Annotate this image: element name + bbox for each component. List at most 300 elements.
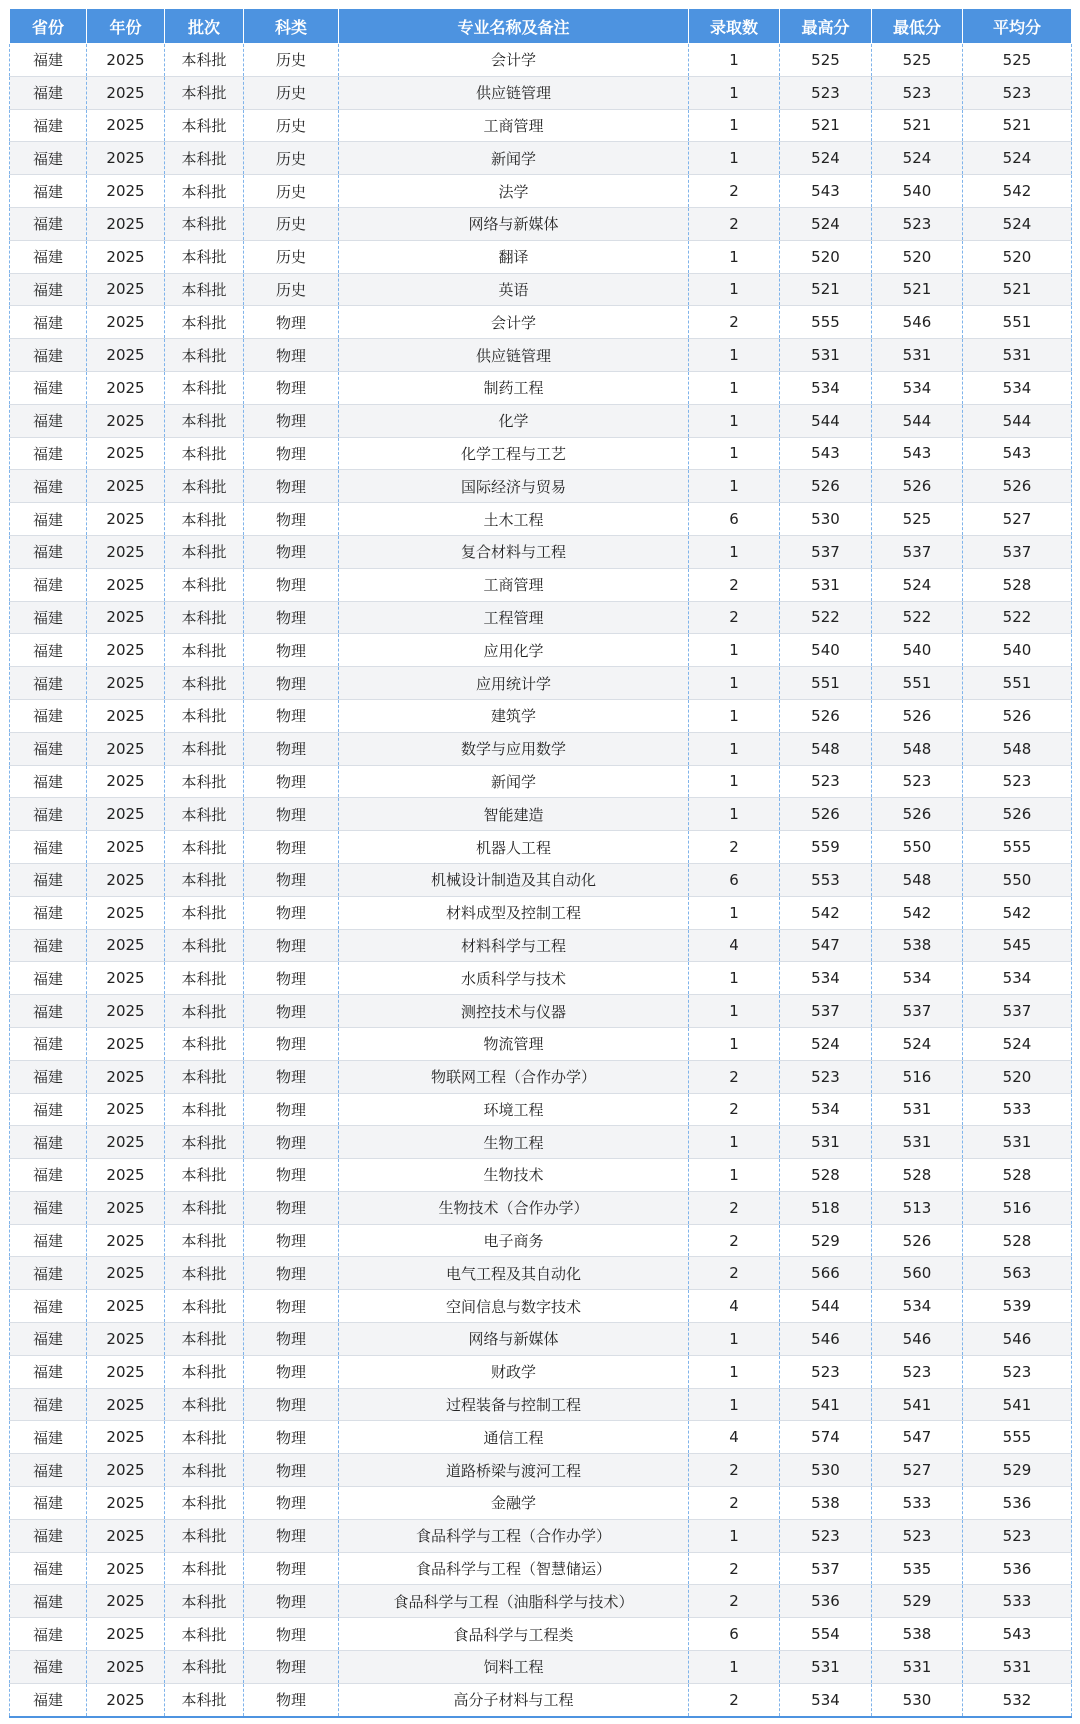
cell-avg-score: 526 — [963, 470, 1072, 503]
cell-province: 福建 — [10, 1454, 87, 1487]
table-row — [10, 535, 1072, 568]
cell-subject: 物理 — [244, 601, 339, 634]
cell-subject: 物理 — [244, 798, 339, 831]
cell-admitted: 1 — [689, 732, 780, 765]
cell-subject: 历史 — [244, 109, 339, 142]
cell-min-score: 546 — [872, 306, 963, 339]
cell-year: 2025 — [87, 699, 165, 732]
cell-year: 2025 — [87, 371, 165, 404]
cell-year: 2025 — [87, 1519, 165, 1552]
cell-major: 供应链管理 — [339, 76, 689, 109]
cell-major: 法学 — [339, 175, 689, 208]
cell-year: 2025 — [87, 634, 165, 667]
cell-year: 2025 — [87, 1027, 165, 1060]
cell-subject: 物理 — [244, 667, 339, 700]
cell-subject: 物理 — [244, 535, 339, 568]
cell-province: 福建 — [10, 1651, 87, 1684]
cell-year: 2025 — [87, 1651, 165, 1684]
cell-province: 福建 — [10, 1487, 87, 1520]
cell-avg-score: 563 — [963, 1257, 1072, 1290]
cell-avg-score: 551 — [963, 667, 1072, 700]
cell-batch: 本科批 — [165, 863, 244, 896]
cell-max-score: 536 — [780, 1585, 872, 1618]
cell-major: 食品科学与工程（油脂科学与技术） — [339, 1585, 689, 1618]
cell-admitted: 1 — [689, 798, 780, 831]
header-subject: 科类 — [244, 9, 339, 44]
cell-admitted: 1 — [689, 1355, 780, 1388]
cell-admitted: 2 — [689, 1191, 780, 1224]
cell-max-score: 574 — [780, 1421, 872, 1454]
cell-batch: 本科批 — [165, 1421, 244, 1454]
cell-year: 2025 — [87, 1191, 165, 1224]
cell-major: 电气工程及其自动化 — [339, 1257, 689, 1290]
cell-avg-score: 520 — [963, 240, 1072, 273]
cell-province: 福建 — [10, 667, 87, 700]
cell-year: 2025 — [87, 404, 165, 437]
cell-avg-score: 543 — [963, 1618, 1072, 1651]
cell-major: 生物工程 — [339, 1126, 689, 1159]
table-row — [10, 634, 1072, 667]
cell-admitted: 2 — [689, 1060, 780, 1093]
cell-subject: 物理 — [244, 1454, 339, 1487]
cell-max-score: 555 — [780, 306, 872, 339]
cell-avg-score: 521 — [963, 109, 1072, 142]
cell-admitted: 1 — [689, 1651, 780, 1684]
cell-year: 2025 — [87, 1323, 165, 1356]
cell-admitted: 4 — [689, 1421, 780, 1454]
cell-province: 福建 — [10, 1519, 87, 1552]
cell-major: 饲料工程 — [339, 1651, 689, 1684]
cell-year: 2025 — [87, 1060, 165, 1093]
cell-province: 福建 — [10, 503, 87, 536]
cell-min-score: 527 — [872, 1454, 963, 1487]
cell-admitted: 4 — [689, 929, 780, 962]
cell-subject: 物理 — [244, 863, 339, 896]
cell-province: 福建 — [10, 896, 87, 929]
cell-batch: 本科批 — [165, 699, 244, 732]
cell-admitted: 1 — [689, 44, 780, 77]
cell-year: 2025 — [87, 1487, 165, 1520]
cell-avg-score: 537 — [963, 995, 1072, 1028]
cell-admitted: 1 — [689, 995, 780, 1028]
cell-major: 制药工程 — [339, 371, 689, 404]
cell-batch: 本科批 — [165, 634, 244, 667]
cell-admitted: 1 — [689, 109, 780, 142]
cell-max-score: 520 — [780, 240, 872, 273]
cell-avg-score: 522 — [963, 601, 1072, 634]
cell-batch: 本科批 — [165, 601, 244, 634]
cell-admitted: 1 — [689, 437, 780, 470]
table-row — [10, 831, 1072, 864]
cell-batch: 本科批 — [165, 667, 244, 700]
cell-major: 化学工程与工艺 — [339, 437, 689, 470]
cell-max-score: 534 — [780, 1093, 872, 1126]
table-row — [10, 896, 1072, 929]
cell-admitted: 2 — [689, 175, 780, 208]
cell-batch: 本科批 — [165, 568, 244, 601]
cell-min-score: 531 — [872, 1651, 963, 1684]
table-row — [10, 863, 1072, 896]
cell-subject: 物理 — [244, 1683, 339, 1716]
cell-province: 福建 — [10, 175, 87, 208]
cell-subject: 历史 — [244, 142, 339, 175]
cell-avg-score: 542 — [963, 896, 1072, 929]
cell-max-score: 566 — [780, 1257, 872, 1290]
cell-min-score: 535 — [872, 1552, 963, 1585]
cell-avg-score: 555 — [963, 831, 1072, 864]
cell-major: 会计学 — [339, 44, 689, 77]
cell-max-score: 530 — [780, 1454, 872, 1487]
cell-min-score: 550 — [872, 831, 963, 864]
cell-subject: 物理 — [244, 1290, 339, 1323]
cell-admitted: 1 — [689, 339, 780, 372]
table-row — [10, 175, 1072, 208]
cell-max-score: 537 — [780, 995, 872, 1028]
cell-avg-score: 525 — [963, 44, 1072, 77]
cell-avg-score: 542 — [963, 175, 1072, 208]
cell-batch: 本科批 — [165, 503, 244, 536]
cell-major: 生物技术 — [339, 1159, 689, 1192]
cell-year: 2025 — [87, 1388, 165, 1421]
cell-subject: 物理 — [244, 1323, 339, 1356]
cell-min-score: 533 — [872, 1487, 963, 1520]
cell-max-score: 538 — [780, 1487, 872, 1520]
cell-admitted: 1 — [689, 404, 780, 437]
cell-province: 福建 — [10, 1224, 87, 1257]
cell-min-score: 547 — [872, 1421, 963, 1454]
cell-min-score: 548 — [872, 732, 963, 765]
cell-major: 会计学 — [339, 306, 689, 339]
cell-major: 复合材料与工程 — [339, 535, 689, 568]
cell-major: 材料成型及控制工程 — [339, 896, 689, 929]
cell-year: 2025 — [87, 831, 165, 864]
cell-subject: 历史 — [244, 76, 339, 109]
cell-admitted: 1 — [689, 1159, 780, 1192]
cell-province: 福建 — [10, 44, 87, 77]
cell-max-score: 541 — [780, 1388, 872, 1421]
cell-admitted: 1 — [689, 1519, 780, 1552]
cell-subject: 物理 — [244, 1159, 339, 1192]
cell-max-score: 523 — [780, 765, 872, 798]
cell-year: 2025 — [87, 798, 165, 831]
cell-province: 福建 — [10, 765, 87, 798]
cell-max-score: 548 — [780, 732, 872, 765]
cell-min-score: 525 — [872, 503, 963, 536]
cell-year: 2025 — [87, 1454, 165, 1487]
cell-subject: 物理 — [244, 1093, 339, 1126]
table-row — [10, 273, 1072, 306]
table-row — [10, 1027, 1072, 1060]
table-row — [10, 1552, 1072, 1585]
cell-max-score: 547 — [780, 929, 872, 962]
cell-major: 英语 — [339, 273, 689, 306]
table-row — [10, 1388, 1072, 1421]
cell-year: 2025 — [87, 1683, 165, 1716]
cell-year: 2025 — [87, 306, 165, 339]
cell-avg-score: 533 — [963, 1093, 1072, 1126]
table-row — [10, 1519, 1072, 1552]
cell-min-score: 523 — [872, 207, 963, 240]
cell-avg-score: 539 — [963, 1290, 1072, 1323]
cell-max-score: 534 — [780, 371, 872, 404]
cell-subject: 物理 — [244, 962, 339, 995]
cell-province: 福建 — [10, 699, 87, 732]
table-row — [10, 1224, 1072, 1257]
cell-major: 通信工程 — [339, 1421, 689, 1454]
cell-batch: 本科批 — [165, 765, 244, 798]
cell-max-score: 543 — [780, 437, 872, 470]
cell-admitted: 2 — [689, 1585, 780, 1618]
cell-avg-score: 524 — [963, 1027, 1072, 1060]
cell-batch: 本科批 — [165, 1487, 244, 1520]
cell-year: 2025 — [87, 863, 165, 896]
cell-year: 2025 — [87, 1257, 165, 1290]
cell-admitted: 2 — [689, 1683, 780, 1716]
cell-avg-score: 531 — [963, 1126, 1072, 1159]
table-row — [10, 437, 1072, 470]
cell-major: 水质科学与技术 — [339, 962, 689, 995]
cell-province: 福建 — [10, 1257, 87, 1290]
table-row — [10, 667, 1072, 700]
cell-batch: 本科批 — [165, 1323, 244, 1356]
cell-batch: 本科批 — [165, 470, 244, 503]
cell-subject: 物理 — [244, 1027, 339, 1060]
cell-year: 2025 — [87, 142, 165, 175]
cell-avg-score: 548 — [963, 732, 1072, 765]
cell-major: 食品科学与工程类 — [339, 1618, 689, 1651]
cell-province: 福建 — [10, 1683, 87, 1716]
cell-avg-score: 534 — [963, 371, 1072, 404]
table-row — [10, 76, 1072, 109]
cell-year: 2025 — [87, 568, 165, 601]
cell-province: 福建 — [10, 1421, 87, 1454]
cell-admitted: 1 — [689, 371, 780, 404]
table-row — [10, 404, 1072, 437]
table-row — [10, 1159, 1072, 1192]
cell-avg-score: 534 — [963, 962, 1072, 995]
cell-min-score: 537 — [872, 535, 963, 568]
table-row — [10, 1126, 1072, 1159]
cell-major: 应用统计学 — [339, 667, 689, 700]
cell-admitted: 1 — [689, 1388, 780, 1421]
cell-subject: 物理 — [244, 339, 339, 372]
cell-admitted: 2 — [689, 1454, 780, 1487]
cell-batch: 本科批 — [165, 1683, 244, 1716]
cell-min-score: 540 — [872, 634, 963, 667]
table-row — [10, 1585, 1072, 1618]
cell-batch: 本科批 — [165, 1159, 244, 1192]
cell-admitted: 1 — [689, 142, 780, 175]
cell-max-score: 534 — [780, 962, 872, 995]
cell-year: 2025 — [87, 765, 165, 798]
cell-min-score: 534 — [872, 1290, 963, 1323]
cell-batch: 本科批 — [165, 76, 244, 109]
cell-avg-score: 526 — [963, 798, 1072, 831]
cell-major: 供应链管理 — [339, 339, 689, 372]
cell-batch: 本科批 — [165, 1093, 244, 1126]
table-row — [10, 1093, 1072, 1126]
cell-major: 财政学 — [339, 1355, 689, 1388]
cell-admitted: 2 — [689, 1552, 780, 1585]
cell-major: 工商管理 — [339, 568, 689, 601]
cell-subject: 物理 — [244, 1552, 339, 1585]
cell-province: 福建 — [10, 1126, 87, 1159]
cell-admitted: 2 — [689, 1093, 780, 1126]
cell-admitted: 2 — [689, 568, 780, 601]
cell-min-score: 520 — [872, 240, 963, 273]
cell-year: 2025 — [87, 437, 165, 470]
cell-major: 应用化学 — [339, 634, 689, 667]
cell-batch: 本科批 — [165, 1454, 244, 1487]
cell-subject: 物理 — [244, 1487, 339, 1520]
cell-avg-score: 528 — [963, 1224, 1072, 1257]
cell-major: 数学与应用数学 — [339, 732, 689, 765]
cell-year: 2025 — [87, 1159, 165, 1192]
cell-min-score: 543 — [872, 437, 963, 470]
table-row — [10, 1487, 1072, 1520]
cell-province: 福建 — [10, 601, 87, 634]
cell-subject: 物理 — [244, 1191, 339, 1224]
cell-major: 工商管理 — [339, 109, 689, 142]
table-row — [10, 1290, 1072, 1323]
cell-major: 新闻学 — [339, 765, 689, 798]
cell-avg-score: 531 — [963, 1651, 1072, 1684]
table-row — [10, 142, 1072, 175]
cell-max-score: 528 — [780, 1159, 872, 1192]
cell-admitted: 6 — [689, 1618, 780, 1651]
cell-major: 材料科学与工程 — [339, 929, 689, 962]
cell-major: 翻译 — [339, 240, 689, 273]
cell-province: 福建 — [10, 1159, 87, 1192]
cell-max-score: 529 — [780, 1224, 872, 1257]
cell-avg-score: 546 — [963, 1323, 1072, 1356]
cell-province: 福建 — [10, 1290, 87, 1323]
cell-year: 2025 — [87, 962, 165, 995]
cell-min-score: 534 — [872, 962, 963, 995]
cell-min-score: 546 — [872, 1323, 963, 1356]
cell-major: 环境工程 — [339, 1093, 689, 1126]
cell-max-score: 521 — [780, 273, 872, 306]
cell-batch: 本科批 — [165, 1060, 244, 1093]
cell-admitted: 2 — [689, 306, 780, 339]
table-row — [10, 995, 1072, 1028]
table-row — [10, 699, 1072, 732]
cell-year: 2025 — [87, 1421, 165, 1454]
cell-max-score: 540 — [780, 634, 872, 667]
cell-min-score: 523 — [872, 765, 963, 798]
cell-min-score: 537 — [872, 995, 963, 1028]
cell-major: 土木工程 — [339, 503, 689, 536]
cell-avg-score: 523 — [963, 1355, 1072, 1388]
cell-min-score: 528 — [872, 1159, 963, 1192]
cell-avg-score: 537 — [963, 535, 1072, 568]
cell-min-score: 531 — [872, 339, 963, 372]
cell-province: 福建 — [10, 109, 87, 142]
cell-major: 网络与新媒体 — [339, 207, 689, 240]
cell-avg-score: 523 — [963, 765, 1072, 798]
cell-province: 福建 — [10, 240, 87, 273]
cell-avg-score: 524 — [963, 207, 1072, 240]
cell-avg-score: 523 — [963, 76, 1072, 109]
cell-avg-score: 544 — [963, 404, 1072, 437]
cell-province: 福建 — [10, 1552, 87, 1585]
cell-avg-score: 532 — [963, 1683, 1072, 1716]
cell-batch: 本科批 — [165, 404, 244, 437]
cell-min-score: 524 — [872, 568, 963, 601]
cell-major: 工程管理 — [339, 601, 689, 634]
cell-year: 2025 — [87, 1290, 165, 1323]
cell-year: 2025 — [87, 76, 165, 109]
cell-avg-score: 543 — [963, 437, 1072, 470]
cell-max-score: 521 — [780, 109, 872, 142]
cell-subject: 物理 — [244, 1388, 339, 1421]
cell-admitted: 1 — [689, 240, 780, 273]
cell-min-score: 526 — [872, 798, 963, 831]
cell-province: 福建 — [10, 1388, 87, 1421]
cell-province: 福建 — [10, 1191, 87, 1224]
table-row — [10, 1257, 1072, 1290]
header-province: 省份 — [10, 9, 87, 44]
cell-major: 机器人工程 — [339, 831, 689, 864]
cell-batch: 本科批 — [165, 1191, 244, 1224]
cell-min-score: 523 — [872, 1519, 963, 1552]
cell-province: 福建 — [10, 371, 87, 404]
cell-batch: 本科批 — [165, 1224, 244, 1257]
cell-min-score: 524 — [872, 1027, 963, 1060]
cell-subject: 物理 — [244, 995, 339, 1028]
cell-min-score: 560 — [872, 1257, 963, 1290]
cell-major: 测控技术与仪器 — [339, 995, 689, 1028]
cell-province: 福建 — [10, 273, 87, 306]
cell-admitted: 2 — [689, 601, 780, 634]
cell-subject: 物理 — [244, 503, 339, 536]
table-row — [10, 339, 1072, 372]
cell-min-score: 544 — [872, 404, 963, 437]
cell-avg-score: 526 — [963, 699, 1072, 732]
table-row — [10, 1683, 1072, 1716]
cell-major: 建筑学 — [339, 699, 689, 732]
cell-batch: 本科批 — [165, 896, 244, 929]
cell-avg-score: 521 — [963, 273, 1072, 306]
cell-year: 2025 — [87, 1126, 165, 1159]
cell-major: 物流管理 — [339, 1027, 689, 1060]
cell-min-score: 526 — [872, 1224, 963, 1257]
cell-province: 福建 — [10, 1060, 87, 1093]
cell-batch: 本科批 — [165, 1585, 244, 1618]
cell-subject: 历史 — [244, 44, 339, 77]
cell-subject: 物理 — [244, 306, 339, 339]
cell-max-score: 551 — [780, 667, 872, 700]
cell-province: 福建 — [10, 634, 87, 667]
cell-min-score: 538 — [872, 929, 963, 962]
cell-admitted: 1 — [689, 273, 780, 306]
cell-subject: 物理 — [244, 1224, 339, 1257]
cell-batch: 本科批 — [165, 175, 244, 208]
cell-batch: 本科批 — [165, 1618, 244, 1651]
admission-table-container — [9, 8, 1071, 1718]
table-row — [10, 929, 1072, 962]
cell-max-score: 523 — [780, 1519, 872, 1552]
cell-province: 福建 — [10, 732, 87, 765]
cell-subject: 物理 — [244, 634, 339, 667]
cell-max-score: 534 — [780, 1683, 872, 1716]
cell-avg-score: 550 — [963, 863, 1072, 896]
cell-province: 福建 — [10, 404, 87, 437]
cell-avg-score: 551 — [963, 306, 1072, 339]
cell-province: 福建 — [10, 1355, 87, 1388]
cell-batch: 本科批 — [165, 109, 244, 142]
cell-min-score: 513 — [872, 1191, 963, 1224]
